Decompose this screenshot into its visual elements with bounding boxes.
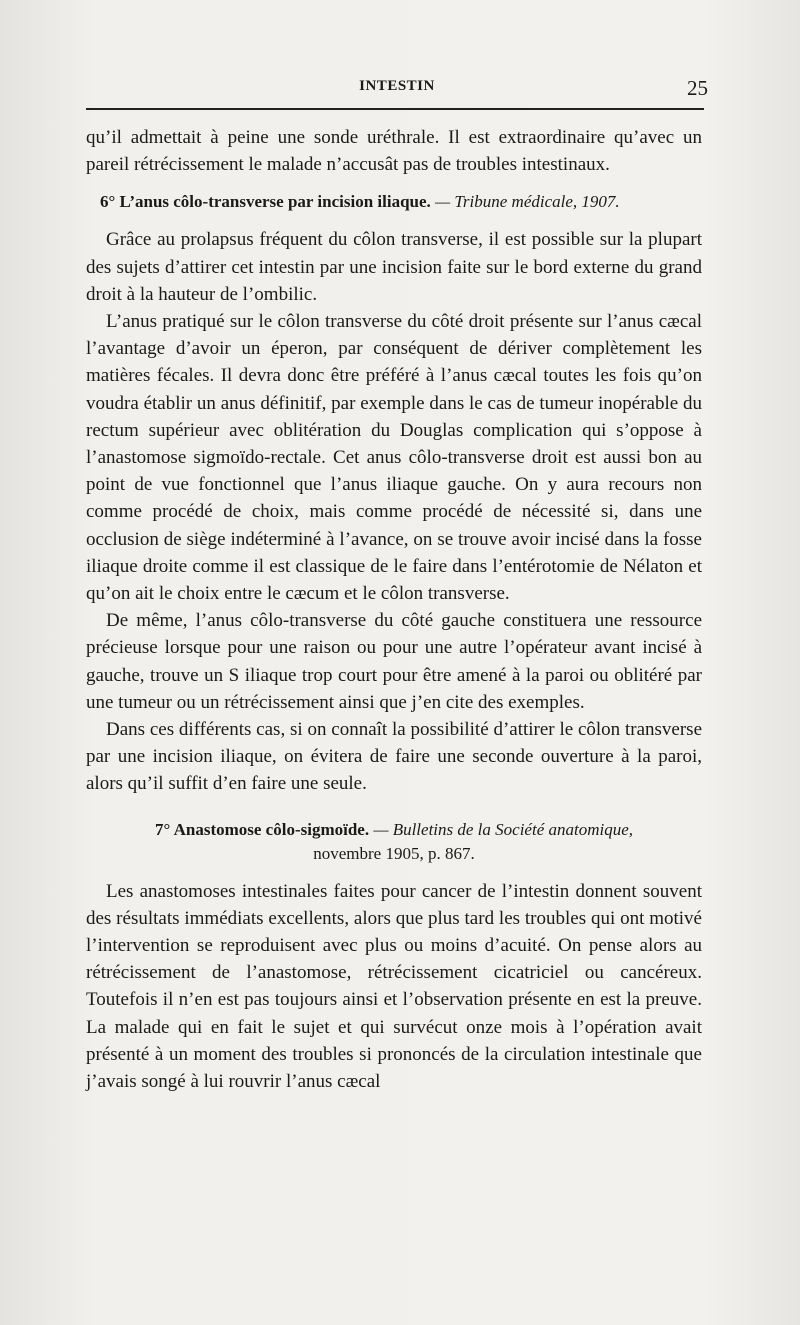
running-head	[86, 74, 708, 104]
paragraph: Les anastomoses intestinales faites pour cancer de l’intestin donnent souvent des résultats immédiats excellents, alors que plus tard les troubles qui ont motivé l’intervention se reproduisent avec plus ou moins d’acuité. On pense alors au rétrécissement de l’anastomose, rétrécissement cicatriciel ou cancéreux. Toutefois il n’en est pas toujours ainsi et l’observation présente en est la preuve. La malade qui en fait le sujet et qui survécut onze mois à l’opération avait présenté à un moment des troubles si prononcés de la circulation intestinale que j’avais songé à lui rouvrir l’anus cæcal	[86, 880, 702, 1093]
paragraph: Grâce au prolapsus fréquent du côlon transverse, il est possible sur la plupart des sujets d’attirer cet intestin par une incision faite sur le bord externe du grand droit à la hauteur de l’ombilic.	[86, 229, 702, 305]
section-7-source: — Bulletins de la Société anatomique,	[373, 819, 634, 839]
section-6-title: 6° L’anus côlo-transverse par incision iliaque.	[100, 192, 431, 212]
paragraph-continued: qu’il admettait à peine une sonde uréthrale. Il est extraordinaire qu’avec un pareil rétrécissement le malade n’accusât pas de troubles intestinaux.	[86, 127, 702, 176]
section-6-heading	[86, 190, 702, 214]
section-7-heading	[86, 818, 702, 866]
paragraph: De même, l’anus côlo-transverse du côté gauche constituera une ressource précieuse lorsque pour une raison ou pour une autre l’opérateur avant incisé à gauche, trouve un S iliaque trop court pour être amené à la paroi ou oblitéré par une tumeur ou un rétrécissement ainsi que j’en cite des exemples.	[86, 610, 702, 713]
paragraph: L’anus pratiqué sur le côlon transverse du côté droit présente sur l’anus cæcal l’avantage d’avoir un éperon, par conséquent de dériver complètement les matières fécales. Il devra donc être préféré à l’anus cæcal toutes les fois qu’on voudra établir un anus définitif, par exemple dans le cas de tumeur inopérable du rectum supérieur avec oblitération du Douglas complication qui s’oppose à l’anastomose sigmoïdo-rectale. Cet anus côlo-transverse droit est aussi bon au point de vue fonctionnel que l’anus iliaque gauche. On y aura recours non comme procédé de choix, mais comme procédé de nécessité si, dans une occlusion de siège indéterminé à l’avance, on se trouve avoir incisé dans la fosse iliaque droite comme il est classique de le faire dans l’entérotomie de Nélaton et qu’on ait le choix entre le cæcum et le côlon transverse.	[86, 311, 702, 605]
section-7-date: novembre 1905, p. 867.	[313, 843, 475, 863]
page-body	[86, 124, 702, 1095]
running-title: INTESTIN	[359, 78, 435, 94]
paragraph: Dans ces différents cas, si on connaît la possibilité d’attirer le côlon transverse par une incision iliaque, on évitera de faire une seconde ouverture à la paroi, alors qu’il suffit d’en faire une seule.	[86, 719, 702, 795]
section-6-source: — Tribune médicale, 1907.	[435, 192, 620, 212]
section-7-title: 7° Anastomose côlo-sigmoïde.	[154, 819, 370, 839]
header-rule	[86, 108, 704, 110]
page-number: 25	[687, 76, 708, 100]
